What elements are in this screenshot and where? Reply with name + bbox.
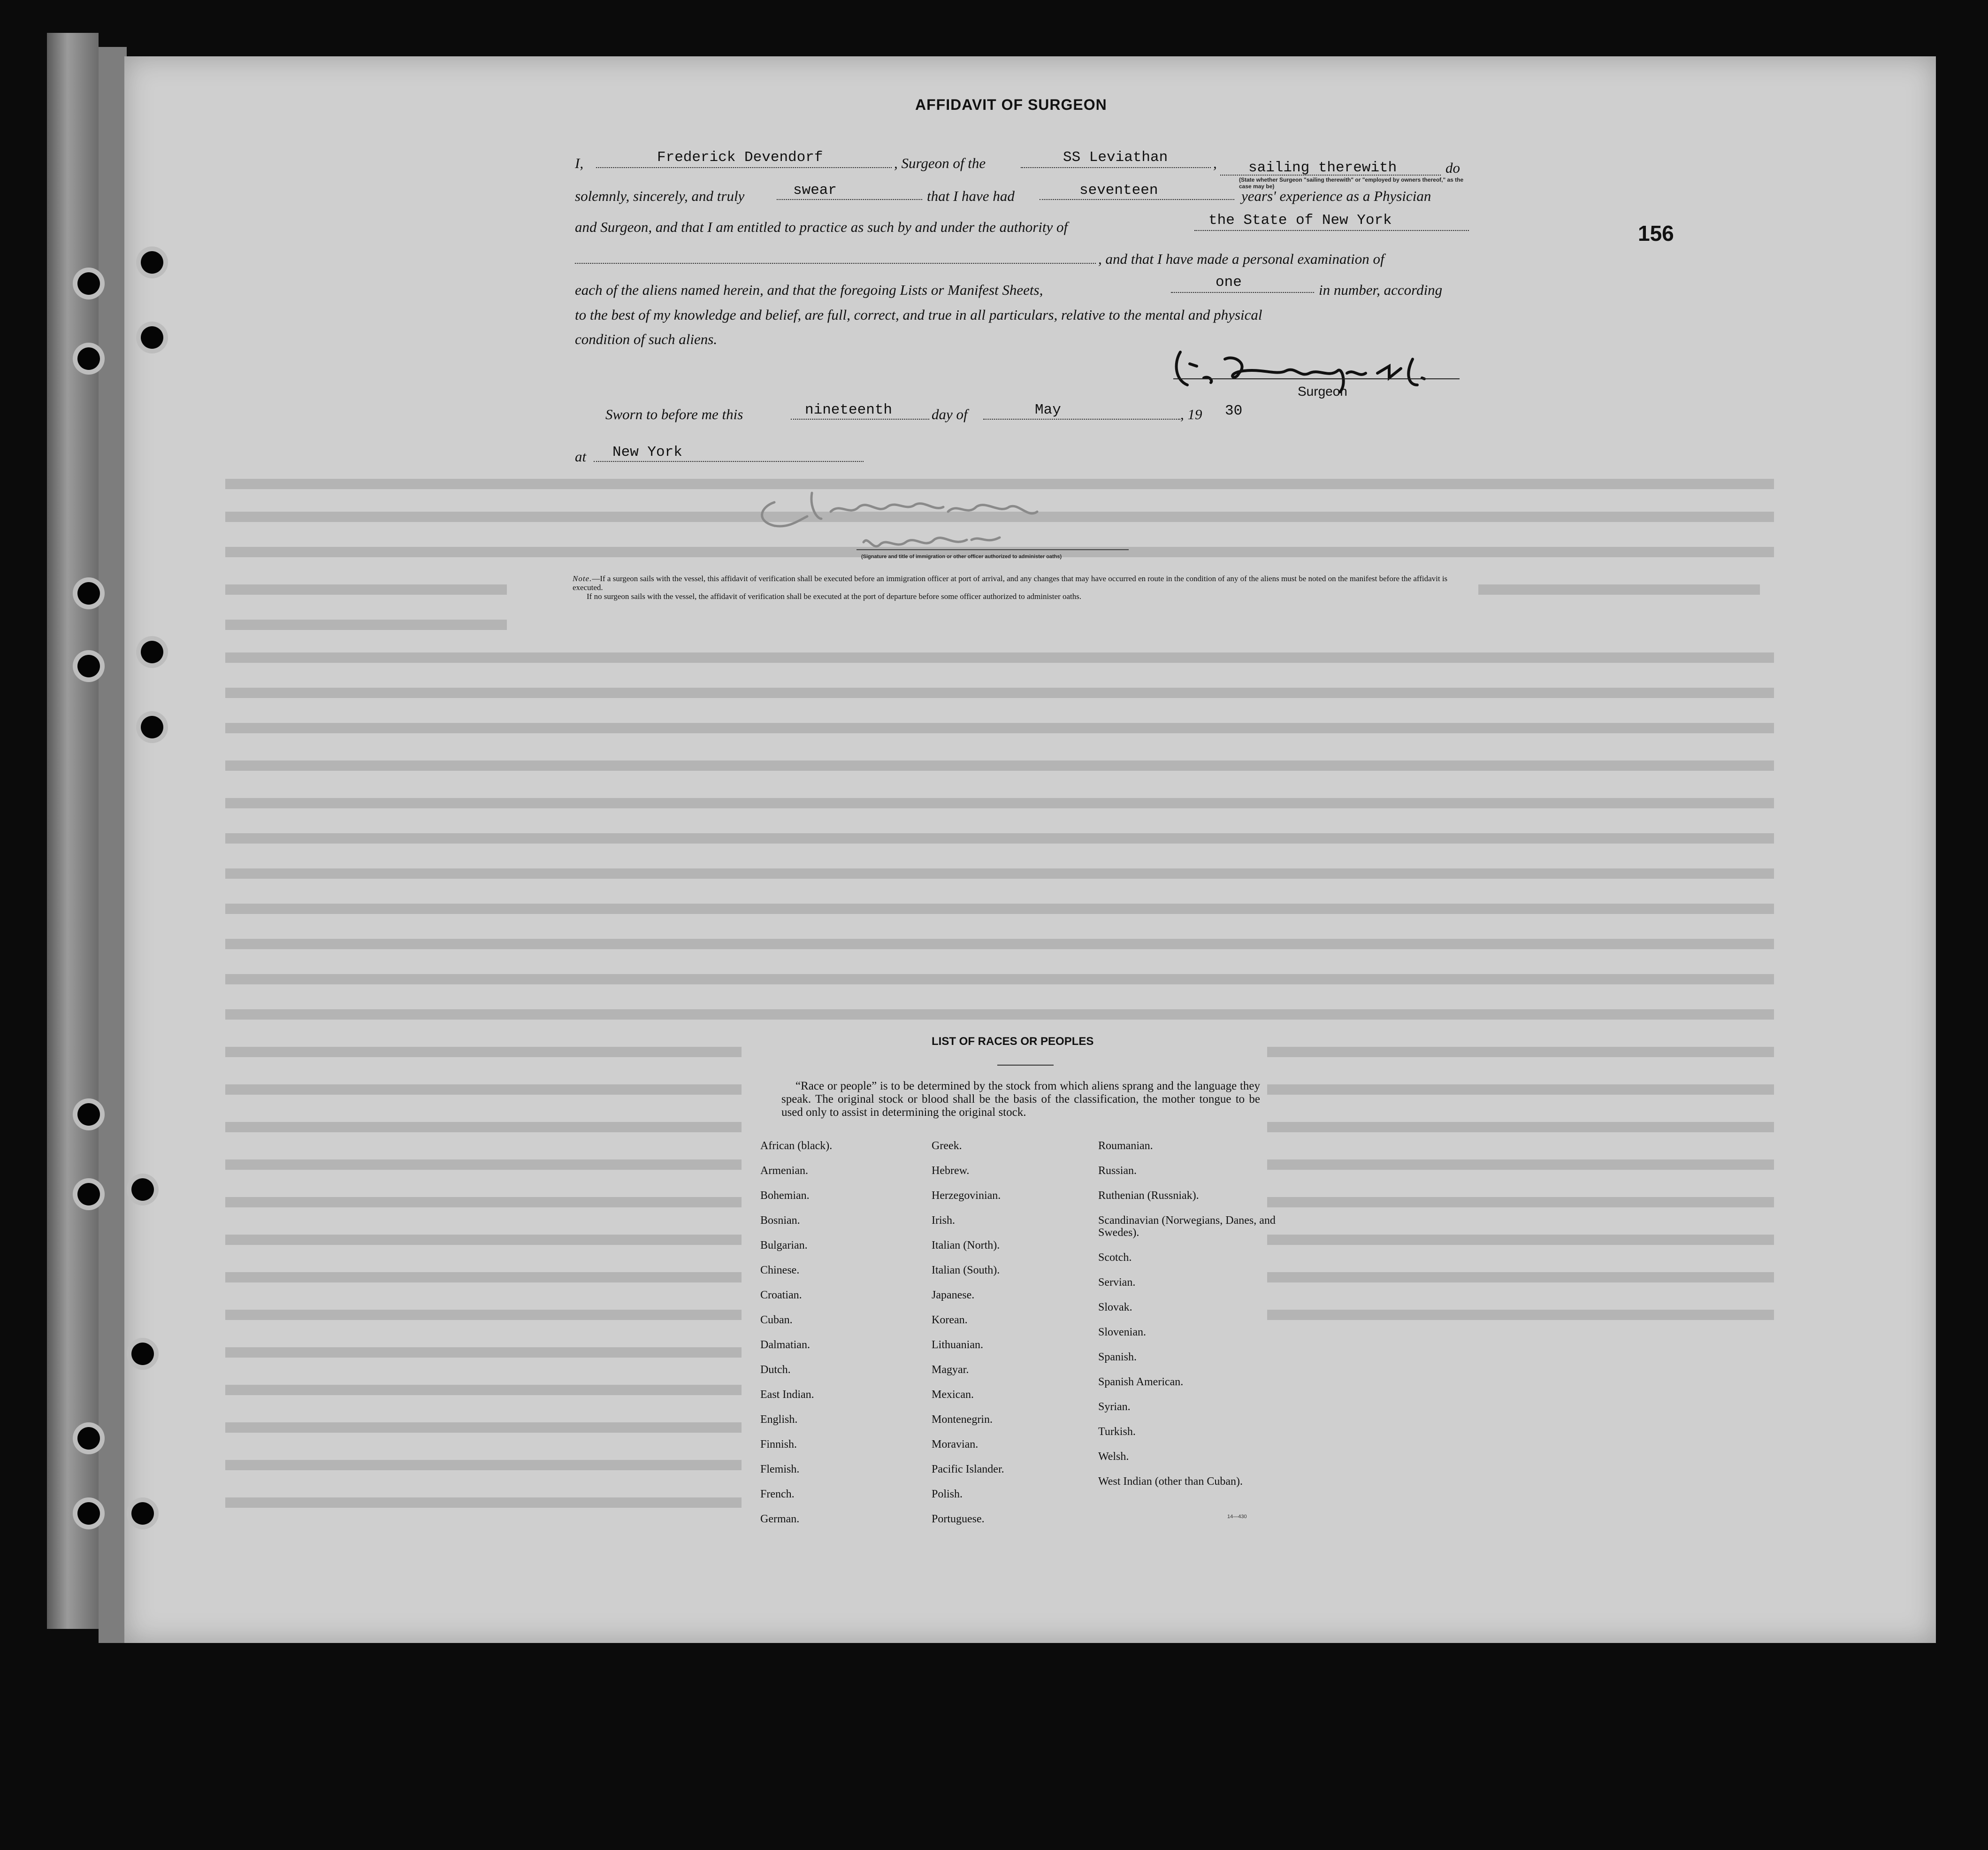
race-item: Bohemian. [760, 1190, 810, 1202]
race-item: Slovenian. [1098, 1326, 1146, 1338]
years-experience-value: seventeen [1079, 182, 1158, 199]
race-item: Magyar. [932, 1364, 969, 1376]
race-item: Welsh. [1098, 1451, 1129, 1463]
race-item: Chinese. [760, 1264, 800, 1276]
signature-caption: (Signature and title of immigration or other officer authorized to administer oaths) [861, 554, 1062, 560]
races-column-2 [932, 1140, 1082, 1538]
race-item: Flemish. [760, 1463, 800, 1475]
binding-hole [131, 1502, 154, 1525]
race-item: Lithuanian. [932, 1339, 983, 1351]
race-item: Montenegrin. [932, 1413, 993, 1426]
binding-hole [77, 582, 100, 605]
affidavit-text: condition of such aliens. [575, 331, 718, 347]
race-item: Scandinavian (Norwegians, Danes, and Swedes). [1098, 1214, 1276, 1239]
races-column-1 [760, 1140, 901, 1538]
races-title: LIST OF RACES OR PEOPLES [932, 1035, 1094, 1048]
binding-hole [141, 326, 163, 349]
race-item: Cuban. [760, 1314, 793, 1326]
note-text-2: If no surgeon sails with the vessel, the affidavit of verification shall be executed at the port of departure before some officer authorized to administer oaths. [587, 592, 1082, 601]
affidavit-text: in number, according [1319, 282, 1443, 298]
race-item: Dalmatian. [760, 1339, 810, 1351]
note-text-1: —If a surgeon sails with the vessel, this affidavit of verification shall be executed before an immigration officer at port of arrival, and any changes that may have occurred en route in the condition of any of the aliens must be noted on the manifest before the affidavit is executed. [573, 574, 1448, 592]
race-item: Korean. [932, 1314, 968, 1326]
race-item: English. [760, 1413, 798, 1426]
binding-hole [141, 716, 163, 738]
race-item: Scotch. [1098, 1251, 1132, 1264]
race-item: Hebrew. [932, 1165, 970, 1177]
race-item: Moravian. [932, 1438, 979, 1451]
affidavit-text: solemnly, sincerely, and truly [575, 188, 745, 204]
race-item: Croatian. [760, 1289, 802, 1301]
affidavit-text: each of the aliens named herein, and that the foregoing Lists or Manifest Sheets, [575, 282, 1043, 298]
at-label: at [575, 448, 587, 465]
binding-hole [77, 1502, 100, 1525]
race-item: Japanese. [932, 1289, 975, 1301]
sworn-year-value: 30 [1225, 403, 1243, 419]
authority-value: the State of New York [1208, 212, 1392, 229]
race-item: French. [760, 1488, 795, 1500]
race-item: Italian (South). [932, 1264, 1000, 1276]
race-item: Spanish American. [1098, 1376, 1184, 1388]
race-item: Roumanian. [1098, 1140, 1153, 1152]
affidavit-text: , and that I have made a personal examination of [1098, 251, 1384, 267]
affidavit-text: I, [575, 155, 584, 171]
binding-hole [77, 655, 100, 677]
note-label: Note. [573, 574, 592, 583]
binding-hole [77, 1427, 100, 1450]
race-item: Dutch. [760, 1364, 791, 1376]
binding-hole [141, 251, 163, 274]
capacity-instruction: (State whether Surgeon "sailing therewith" or "employed by owners thereof," as the case may be) [1239, 177, 1464, 190]
race-item: Russian. [1098, 1165, 1137, 1177]
race-item: Turkish. [1098, 1426, 1136, 1438]
ledger-binding-edge [99, 47, 127, 1643]
race-item: Spanish. [1098, 1351, 1137, 1363]
binding-hole [131, 1178, 154, 1201]
affidavit-text: do [1445, 160, 1460, 176]
affidavit-note [573, 574, 1474, 601]
affidavit-text: years' experience as a Physician [1241, 188, 1431, 204]
race-item: Armenian. [760, 1165, 808, 1177]
races-column-3 [1098, 1140, 1277, 1500]
race-item: German. [760, 1513, 800, 1525]
race-item: Greek. [932, 1140, 962, 1152]
race-item: Syrian. [1098, 1401, 1131, 1413]
sworn-text: , 19 [1180, 406, 1202, 422]
race-item: Ruthenian (Russniak). [1098, 1190, 1199, 1202]
surgeon-capacity-value: sailing therewith [1248, 160, 1397, 176]
affidavit-text: , Surgeon of the [894, 155, 986, 171]
race-item: Servian. [1098, 1276, 1136, 1289]
race-item: African (black). [760, 1140, 833, 1152]
race-item: Bosnian. [760, 1214, 800, 1227]
affidavit-text: that I have had [927, 188, 1015, 204]
affidavit-text: to the best of my knowledge and belief, are full, correct, and true in all particulars, relative to the mental and physical [575, 307, 1262, 323]
page-number: 156 [1638, 221, 1674, 246]
sworn-day-value: nineteenth [805, 402, 893, 418]
race-item: Irish. [932, 1214, 955, 1227]
race-item: Italian (North). [932, 1239, 1000, 1251]
race-item: East Indian. [760, 1389, 814, 1401]
sworn-text: day of [932, 406, 968, 422]
oath-value: swear [793, 182, 837, 199]
race-item: Finnish. [760, 1438, 797, 1451]
binding-hole [141, 641, 163, 663]
race-item: Pacific Islander. [932, 1463, 1004, 1475]
binding-hole [77, 347, 100, 370]
sworn-place-value: New York [612, 444, 682, 461]
vessel-value: SS Leviathan [1063, 149, 1168, 166]
sworn-text: Sworn to before me this [605, 406, 743, 422]
surgeon-label: Surgeon [1298, 384, 1347, 399]
race-item: Bulgarian. [760, 1239, 808, 1251]
binding-hole [77, 272, 100, 295]
binding-hole [77, 1103, 100, 1126]
affidavit-text: , [1213, 155, 1217, 171]
binding-hole [131, 1343, 154, 1365]
binding-hole [77, 1183, 100, 1205]
race-item: Slovak. [1098, 1301, 1132, 1313]
manifest-sheets-count-value: one [1216, 274, 1242, 291]
races-intro: “Race or people” is to be determined by the stock from which aliens sprang and the language they speak. The original stock or blood shall be the basis of the classification, the mother tongue to be used only to assist in determining the original stock. [781, 1080, 1260, 1119]
races-divider [997, 1065, 1054, 1066]
affidavit-title: AFFIDAVIT OF SURGEON [915, 96, 1107, 113]
form-number: 14—430 [1227, 1514, 1247, 1520]
race-item: West Indian (other than Cuban). [1098, 1475, 1243, 1488]
affidavit-text: and Surgeon, and that I am entitled to practice as such by and under the authority of [575, 219, 1068, 235]
race-item: Mexican. [932, 1389, 974, 1401]
sworn-month-value: May [1035, 402, 1061, 418]
race-item: Polish. [932, 1488, 963, 1500]
race-item: Portuguese. [932, 1513, 985, 1525]
surgeon-name-value: Frederick Devendorf [657, 149, 823, 166]
race-item: Herzegovinian. [932, 1190, 1001, 1202]
